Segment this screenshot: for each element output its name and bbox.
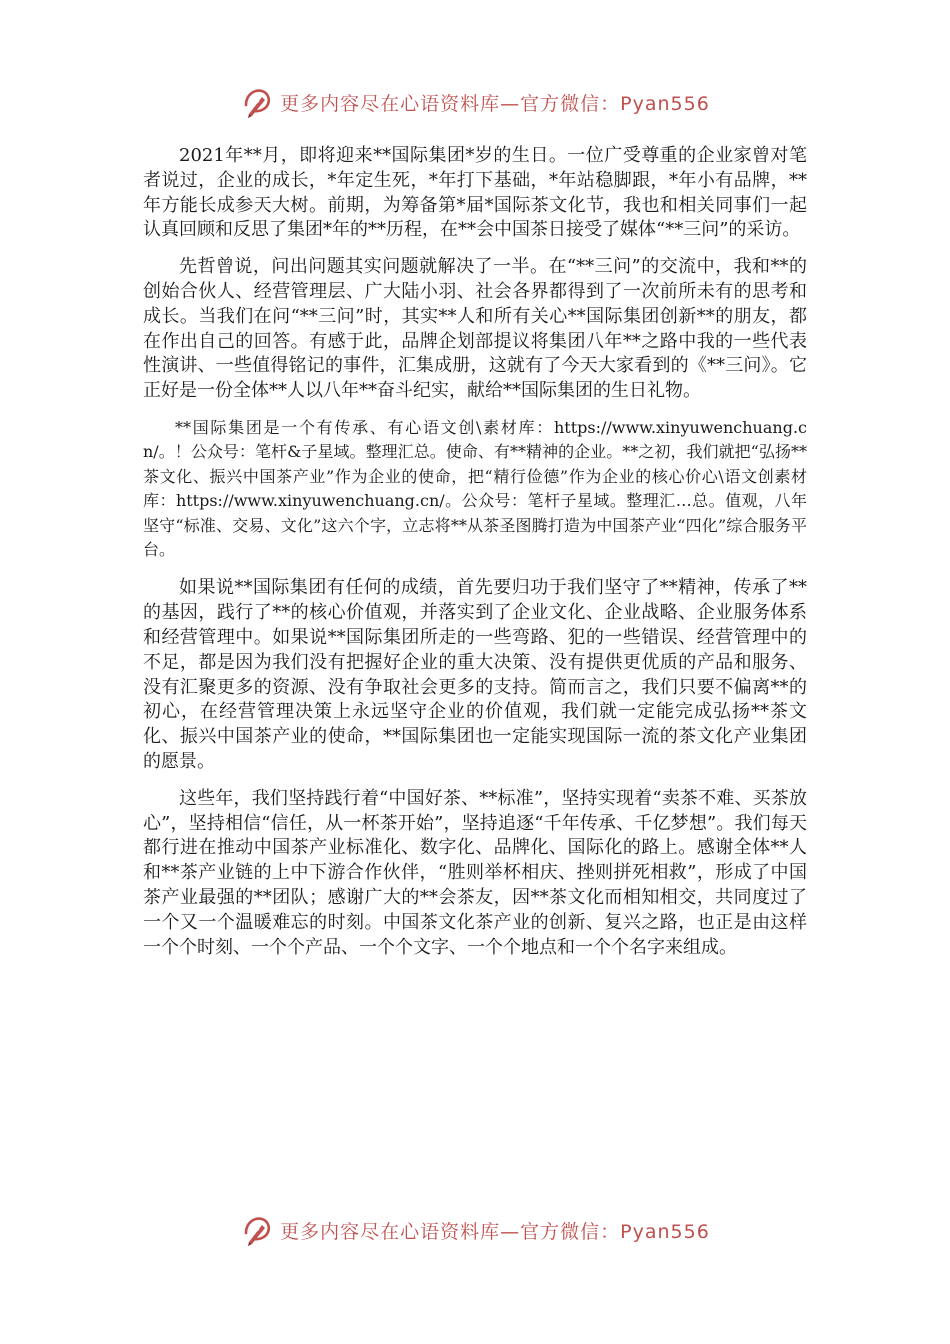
banner-text: 更多内容尽在心语资料库—官方微信：Pyan556 [280,1220,710,1243]
paragraph-1: 2021年**月，即将迎来**国际集团*岁的生日。一位广受尊重的企业家曾对笔者说过，企业的成长，*年定生死，*年打下基础，*年站稳脚跟，*年小有品牌，**年方能长成参天大树。前期，为筹备第*届*国际茶文化节，我也和相关同事们一起认真回顾和反思了集团*年的**历程，在**会中国茶日接受了媒体“**三问”的采访。 [143,145,807,241]
paragraph-2: 先哲曾说，问出问题其实问题就解决了一半。在“**三问”的交流中，我和**的创始合伙人、经营管理层、广大陆小羽、社会各界都得到了一次前所未有的思考和成长。当我们在问“**三问”时，其实**人和所有关心**国际集团创新**的朋友，都在作出自己的回答。有感于此，品牌企划部提议将集团八年**之路中我的一些代表性演讲、一些值得铭记的事件，汇集成册，这就有了今天大家看到的《**三问》。它正好是一份全体**人以八年**奋斗纪实，献给**国际集团的生日礼物。 [143,256,807,402]
pen-logo-icon [240,1213,274,1247]
pen-logo-icon [240,85,274,119]
header-banner [0,82,950,122]
paragraph-4: 如果说**国际集团有任何的成绩，首先要归功于我们坚守了**精神，传承了**的基因，践行了**的核心价值观，并落实到了企业文化、企业战略、企业服务体系和经营管理中。如果说**国际集团所走的一些弯路、犯的一些错误、经营管理中的不足，都是因为我们没有把握好企业的重大决策、没有提供更优质的产品和服务、没有汇聚更多的资源、没有争取社会更多的支持。简而言之，我们只要不偏离**的初心，在经营管理决策上永远坚守企业的价值观，我们就一定能完成弘扬**茶文化、振兴中国茶产业的使命，**国际集团也一定能实现国际一流的茶文化产业集团的愿景。 [143,577,807,772]
paragraph-5: 这些年，我们坚持践行着“中国好茶、**标准”，坚持实现着“卖茶不难、买茶放心”，坚持相信“信任，从一杯茶开始”，坚持追逐“千年传承、千亿梦想”。我们每天都行进在推动中国茶产业标准化、数字化、品牌化、国际化的路上。感谢全体**人和**茶产业链的上中下游合作伙伴，“胜则举杯相庆、挫则拼死相救”，形成了中国茶产业最强的**团队；感谢广大的**会茶友，因**茶文化而相知相交，共同度过了一个又一个温暖难忘的时刻。中国茶文化茶产业的创新、复兴之路，也正是由这样一个个时刻、一个个产品、一个个文字、一个个地点和一个个名字来组成。 [143,787,807,958]
paragraph-3: **国际集团是一个有传承、有心语文创\素材库：https://www.xinyuwenchuang.cn/。！公众号：笔杆&子星域。整理汇总。使命、有**精神的企业。**之初，我们就把“弘扬**茶文化、振兴中国茶产业”作为企业的使命，把“精行俭德”作为企业的核心价心\语文创素材库：https://www.xinyuwenchuang.cn/。公众号：笔杆子星域。整理汇…总。值观，八年坚守“标准、交易、文化”这六个字，立志将**从茶圣图腾打造为中国茶产业“四化”综合服务平台。 [143,417,807,559]
banner-text: 更多内容尽在心语资料库—官方微信：Pyan556 [280,92,710,115]
footer-banner [0,1210,950,1250]
document-body [143,144,807,972]
